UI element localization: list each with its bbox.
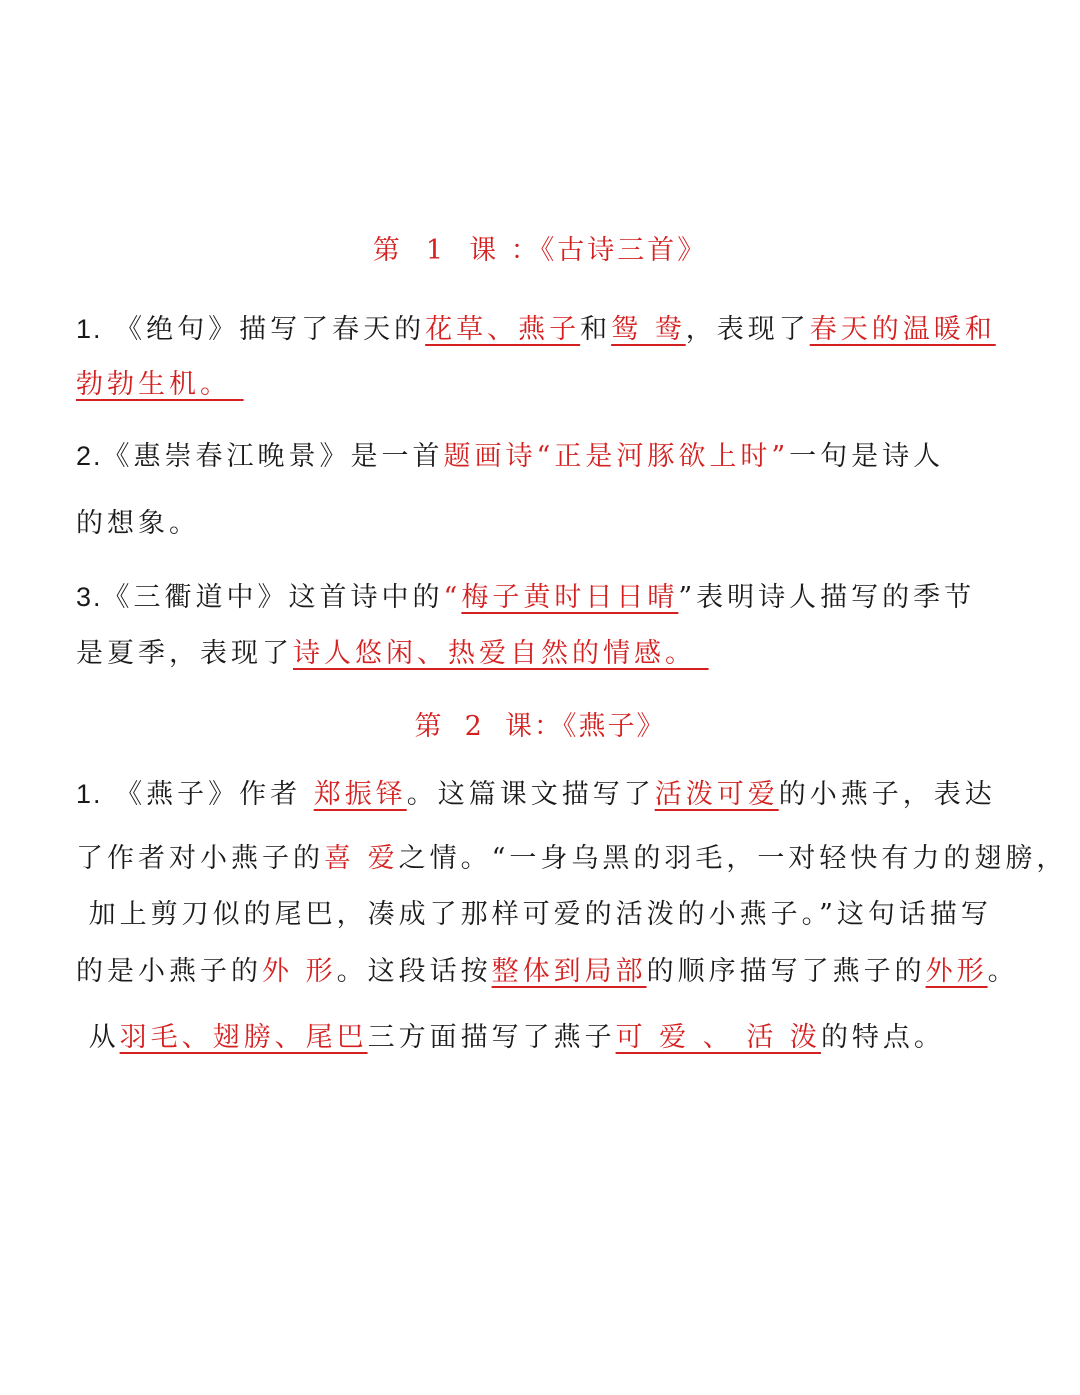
item-text: 。这段话按 <box>336 956 492 987</box>
item-text: 三方面描写了燕子 <box>367 1022 616 1053</box>
answer-text: 喜 爱 <box>324 843 399 874</box>
answer-text: 梅子黄时日日晴 <box>461 582 679 613</box>
item-text: 的特点。 <box>820 1022 945 1053</box>
lesson-2-line-4 <box>76 956 1019 988</box>
lesson-1-item-1-line-1 <box>76 313 996 346</box>
item-text: 《燕子》作者 <box>102 779 314 810</box>
item-text: 《三衢道中》这首诗中的 <box>102 582 444 613</box>
item-text: 《绝句》描写了春天的 <box>102 314 426 345</box>
lesson-2-line-1 <box>76 778 996 811</box>
answer-text: 郑振铎 <box>313 779 407 810</box>
answer-text: 题画诗 <box>443 441 537 472</box>
answer-text: 活泼可爱 <box>654 779 779 810</box>
item-number: 1. <box>76 314 103 344</box>
answer-text: 可 爱 、 活 泼 <box>615 1022 821 1053</box>
item-text: 《惠崇春江晚景》是一首 <box>102 441 444 472</box>
answer-text: 外形 <box>925 956 988 987</box>
item-text: ”表明诗人描写的季节 <box>678 582 976 613</box>
item-text: 的小燕子，表达 <box>778 779 996 810</box>
lesson-2-line-5 <box>76 1022 945 1054</box>
answer-text: 花草、燕子 <box>425 314 581 345</box>
lesson-2-title: 第 2 课：《燕子》 <box>414 711 666 742</box>
answer-text: 羽毛、翅膀、尾巴 <box>119 1022 368 1053</box>
answer-text: 勃勃生机。 <box>76 369 244 400</box>
item-number: 3. <box>76 582 103 612</box>
lesson-1-item-2-line-2 <box>76 508 200 540</box>
item-number: 1. <box>76 779 103 809</box>
answer-text: “正是河豚欲上时” <box>536 441 790 472</box>
item-text: 的顺序描写了燕子的 <box>646 956 926 987</box>
item-text: 的想象。 <box>76 508 200 539</box>
lesson-2-line-3 <box>76 899 992 931</box>
item-text: ，表现了 <box>685 314 810 345</box>
item-text: 和 <box>580 314 612 345</box>
lesson-1-title: 第 1 课 ：《古诗三首》 <box>372 235 708 266</box>
answer-text: 鸳 鸯 <box>611 314 686 345</box>
lesson-1-item-3-line-1 <box>76 581 975 614</box>
lesson-2-line-2 <box>76 843 1067 875</box>
item-text: 。 <box>987 956 1019 987</box>
quote-mark: “ <box>443 582 462 613</box>
item-text: 的是小燕子的 <box>76 956 262 987</box>
item-text: 加上剪刀似的尾巴，凑成了那样可爱的活泼的小燕子。”这句话描写 <box>76 899 992 930</box>
item-text: 是夏季，表现了 <box>76 638 293 669</box>
item-text: 了作者对小燕子的 <box>76 843 324 874</box>
lesson-1-item-1-line-2 <box>76 369 244 401</box>
lesson-1-item-2-line-1 <box>76 440 944 473</box>
answer-text: 整体到局部 <box>491 956 647 987</box>
item-text: 一句是诗人 <box>789 441 945 472</box>
answer-text: 外 形 <box>262 956 337 987</box>
answer-text: 春天的温暖和 <box>809 314 996 345</box>
item-text: 从 <box>76 1022 120 1053</box>
item-text: 之情。“一身乌黑的羽毛，一对轻快有力的翅膀， <box>398 843 1068 874</box>
item-number: 2. <box>76 441 103 471</box>
item-text: 。这篇课文描写了 <box>406 779 655 810</box>
answer-text: 诗人悠闲、热爱自然的情感。 <box>293 638 709 669</box>
lesson-1-item-3-line-2 <box>76 638 709 670</box>
